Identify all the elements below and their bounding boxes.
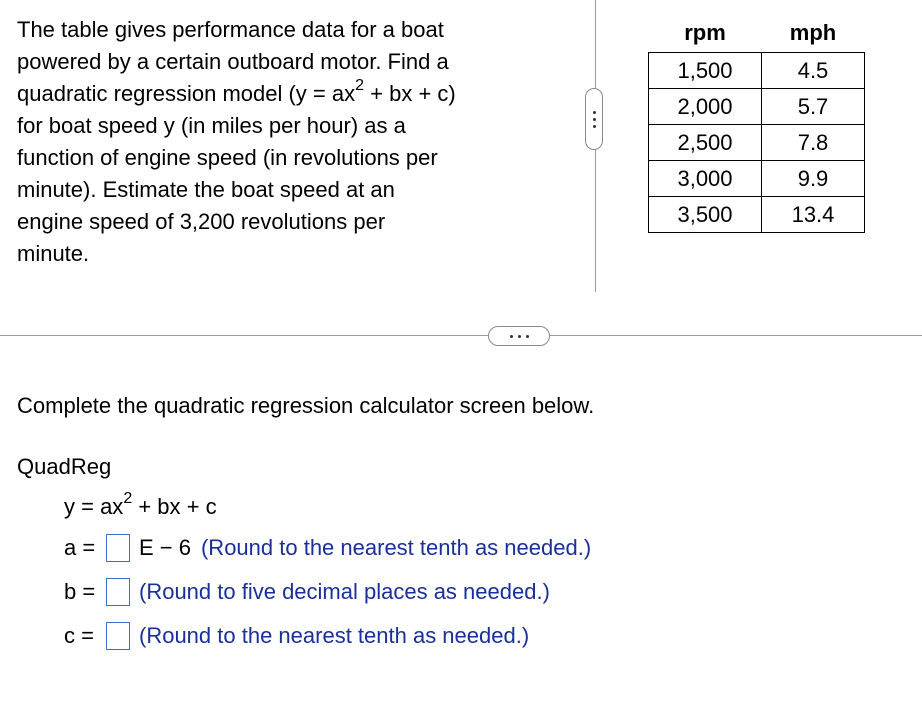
horizontal-resize-handle[interactable] bbox=[488, 326, 550, 346]
problem-statement bbox=[17, 14, 557, 270]
instruction-text: Complete the quadratic regression calculator screen below. bbox=[17, 393, 595, 418]
table-row bbox=[649, 197, 865, 233]
coefficient-a-label: a = bbox=[64, 535, 96, 560]
problem-line: The table gives performance data for a boat bbox=[17, 17, 444, 42]
more-dots-icon bbox=[510, 335, 529, 338]
mph-cell: 7.8 bbox=[762, 125, 865, 161]
coefficient-c-row bbox=[64, 620, 529, 652]
exponent: 2 bbox=[355, 76, 365, 94]
mph-cell: 4.5 bbox=[762, 53, 865, 89]
vertical-resize-handle[interactable] bbox=[585, 88, 603, 150]
exponent: 2 bbox=[123, 489, 133, 507]
column-header-rpm: rpm bbox=[684, 20, 726, 45]
regression-equation bbox=[64, 489, 217, 520]
rpm-cell: 2,500 bbox=[649, 125, 762, 161]
problem-line: for boat speed y (in miles per hour) as a bbox=[17, 113, 406, 138]
rounding-hint: (Round to the nearest tenth as needed.) bbox=[139, 623, 530, 648]
table-row bbox=[649, 53, 865, 89]
coefficient-b-label: b = bbox=[64, 579, 96, 604]
rpm-cell: 1,500 bbox=[649, 53, 762, 89]
exponent-suffix: E − 6 bbox=[139, 535, 191, 560]
calculator-title: QuadReg bbox=[17, 454, 112, 479]
rpm-cell: 2,000 bbox=[649, 89, 762, 125]
coefficient-b-row bbox=[64, 576, 550, 608]
table-row bbox=[649, 125, 865, 161]
coefficient-c-label: c = bbox=[64, 623, 94, 648]
coefficient-b-input[interactable] bbox=[106, 578, 130, 606]
mph-cell: 5.7 bbox=[762, 89, 865, 125]
table-row bbox=[649, 161, 865, 197]
problem-line: minute). Estimate the boat speed at an bbox=[17, 177, 395, 202]
table-row bbox=[649, 89, 865, 125]
column-header-mph: mph bbox=[789, 20, 837, 45]
rounding-hint: (Round to the nearest tenth as needed.) bbox=[200, 535, 592, 560]
coefficient-a-input[interactable] bbox=[106, 534, 130, 562]
equation-text: + bx + c bbox=[132, 494, 217, 519]
formula-text: quadratic regression model (y = ax bbox=[17, 81, 356, 106]
problem-line: powered by a certain outboard motor. Find a bbox=[17, 49, 449, 74]
mph-cell: 9.9 bbox=[762, 161, 865, 197]
rpm-cell: 3,000 bbox=[649, 161, 762, 197]
performance-table bbox=[648, 14, 865, 233]
problem-line: function of engine speed (in revolutions per bbox=[17, 145, 438, 170]
equation-text: y = ax bbox=[64, 494, 124, 519]
problem-line-with-formula bbox=[17, 78, 557, 110]
horizontal-divider bbox=[0, 335, 922, 336]
problem-line: engine speed of 3,200 revolutions per bbox=[17, 209, 386, 234]
rpm-cell: 3,500 bbox=[649, 197, 762, 233]
rounding-hint: (Round to five decimal places as needed.) bbox=[139, 579, 550, 604]
more-dots-icon bbox=[593, 111, 596, 128]
coefficient-c-input[interactable] bbox=[106, 622, 130, 650]
mph-cell: 13.4 bbox=[762, 197, 865, 233]
coefficient-a-row bbox=[64, 532, 591, 564]
problem-line: minute. bbox=[17, 241, 90, 266]
formula-text: + bx + c) bbox=[364, 81, 456, 106]
